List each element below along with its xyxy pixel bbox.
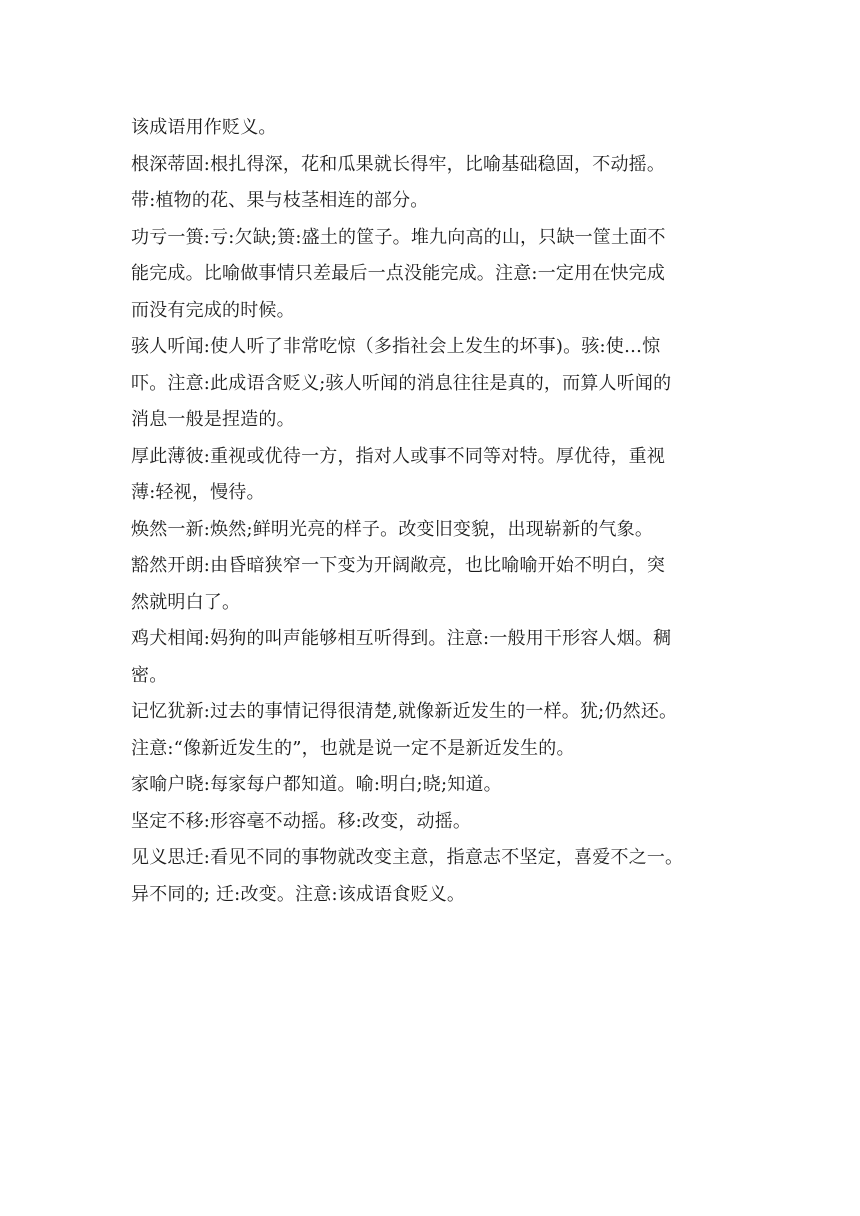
text-line: 注意:“像新近发生的”，也就是说一定不是新近发生的。 (131, 737, 575, 759)
text-line: 根深蒂固:根扎得深，花和瓜果就长得牢，比喻基础稳固，不动摇。 (131, 153, 666, 175)
text-line: 家喻户晓:每家每户都知道。喻:明白;晓;知道。 (131, 774, 502, 795)
text-line: 薄:轻视，慢待。 (131, 482, 265, 503)
text-line: 豁然开朗:由昏暗狭窄一下变为开阔敞亮，也比喻喻开始不明白，突 (131, 555, 666, 576)
text-line: 功亏一篑:亏:欠缺;篑:盛土的筐子。堆九向高的山，只缺一筐土面不 (131, 226, 666, 248)
text-line: 见义思迁:看见不同的事物就改变主意，指意志不坚定，喜爱不之一。 (131, 847, 684, 868)
text-line: 鸡犬相闻:妈狗的叫声能够相互听得到。注意:一般用干形容人烟。稠 (131, 628, 672, 649)
text-line: 密。 (131, 664, 168, 686)
text-line: 异不同的; 迁:改变。注意:该成语食贬义。 (131, 883, 466, 905)
text-line: 而没有完成的时候。 (131, 299, 295, 321)
text-line: 吓。注意:此成语含贬义;骇人听闻的消息往往是真的，而算人听闻的 (131, 372, 672, 394)
text-line: 骇人听闻:使人听了非常吃惊（多指社会上发生的坏事)。骇:使…惊 (131, 336, 661, 357)
document-body (131, 110, 731, 913)
text-line: 焕然一新:焕然;鲜明光亮的样子。改变旧变貌，出现崭新的气象。 (131, 518, 654, 540)
text-line: 坚定不移:形容毫不动摇。移:改变，动摇。 (131, 810, 472, 832)
text-line: 带:植物的花、果与枝茎相连的部分。 (131, 190, 429, 211)
text-line: 该成语用作贬义。 (131, 117, 277, 138)
text-line: 厚此薄彼:重视或优待一方，指对人或事不同等对特。厚优待，重视 (131, 445, 666, 467)
text-line: 能完成。比喻做事情只差最后一点没能完成。注意:一定用在快完成 (131, 263, 666, 284)
text-line: 记忆犹新:过去的事情记得很清楚,就像新近发生的一样。犹;仍然还。 (131, 701, 678, 722)
text-line: 然就明白了。 (131, 591, 241, 613)
text-line: 消息一般是捏造的。 (131, 409, 295, 430)
